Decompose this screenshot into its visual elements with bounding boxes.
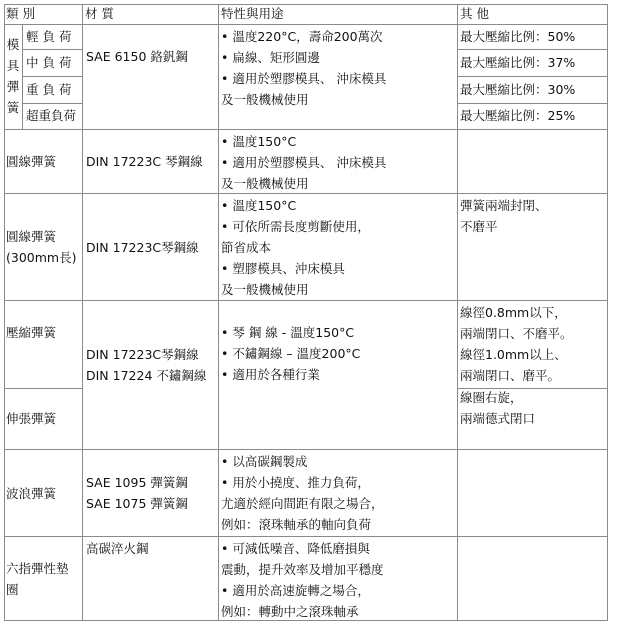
load-medium: 中 負 荷 [26,55,72,70]
material-line: SAE 1075 彈簧鋼 [86,496,188,511]
round-spring-material: DIN 17223C 琴鋼線 [86,154,203,169]
feature-item: • 塑膠模具、沖床模具 [221,258,370,279]
category-line: 圓線彈簧 [6,229,57,244]
feature-continuation: 及一般機械使用 [221,92,309,107]
round-spring-300-other [460,195,548,237]
compression-extension-features [221,322,360,385]
ratio-light: 最大壓縮比例：50% [460,29,576,44]
group-label-char: 模 [6,37,20,52]
mold-spring-material: SAE 6150 鉻釩鋼 [86,49,188,64]
grid-line [22,76,82,77]
grid-line [218,4,219,621]
feature-item: • 適用於各種行業 [221,364,360,385]
finger-washer-features [221,538,384,622]
grid-line [4,300,608,301]
round-spring-300-material: DIN 17223C琴鋼線 [86,240,199,255]
round-spring-300-category [6,226,76,268]
material-line: SAE 1095 彈簧鋼 [86,475,188,490]
grid-line [457,103,608,104]
ratio-medium: 最大壓縮比例：37% [460,55,576,70]
grid-line [4,129,608,130]
grid-line [4,388,83,389]
feature-item: • 可依所需長度剪斷使用， [221,216,370,237]
compression-spring-other [460,302,573,386]
ratio-heavy: 最大壓縮比例：30% [460,82,576,97]
feature-item: • 溫度220°C，壽命200萬次 [221,26,386,47]
wave-spring-material [86,472,188,514]
load-heavy: 重 負 荷 [26,82,72,97]
group-label-char: 彈 [6,79,20,94]
material-line: DIN 17223C琴鋼線 [86,347,199,362]
load-light: 輕 負 荷 [26,29,72,44]
grid-line [22,49,82,50]
material-line: DIN 17224 不鏽鋼線 [86,368,207,383]
mold-spring-features [221,26,386,110]
wave-spring-category: 波浪彈簧 [6,486,57,501]
feature-continuation: 尤適於經向間距有限之場合， [221,496,384,511]
grid-line [22,24,23,129]
other-line: 不磨平 [460,219,498,234]
grid-line [457,76,608,77]
feature-item: • 適用於高速旋轉之場合， [221,580,384,601]
feature-continuation: 節省成本 [221,240,272,255]
extension-spring-other [460,387,535,429]
round-spring-300-features [221,195,370,300]
load-extra-heavy: 超重負荷 [26,108,77,123]
finger-washer-material: 高碳淬火鋼 [86,541,149,556]
other-line: 兩端德式閉口 [460,411,536,426]
category-line: 圈 [6,582,19,597]
group-label-char: 具 [6,58,20,73]
other-line: 兩端閉口、磨平。 [460,368,561,383]
other-line: 兩端閉口、不磨平。 [460,326,573,341]
grid-line [607,4,608,621]
feature-item: • 以高碳鋼製成 [221,451,384,472]
wave-spring-features [221,451,384,535]
feature-item: • 用於小撓度、推力負荷， [221,472,384,493]
grid-line [457,49,608,50]
grid-line [4,449,608,450]
header-material: 材 質 [85,6,114,21]
feature-item: • 適用於塑膠模具、 沖床模具 [221,68,386,89]
category-line: 六指彈性墊 [6,561,69,576]
other-line: 彈簧兩端封閉、 [460,198,548,213]
grid-line [4,536,608,537]
grid-line [457,4,458,621]
finger-washer-category [6,558,69,600]
feature-item: • 可減低噪音、降低磨損與 [221,538,384,559]
ratio-extra-heavy: 最大壓縮比例：25% [460,108,576,123]
feature-continuation: 例如：滾珠軸承的軸向負荷 [221,517,372,532]
round-spring-features [221,131,386,194]
feature-item: • 扁線、矩形圓邊 [221,47,386,68]
feature-continuation: 震動，提升效率及增加平穩度 [221,562,384,577]
feature-item: • 適用於塑膠模具、 沖床模具 [221,152,386,173]
compression-spring-category: 壓縮彈簧 [6,325,57,340]
feature-item: • 溫度150°C [221,195,370,216]
feature-item: • 琴 鋼 線 - 溫度150°C [221,322,360,343]
feature-continuation: 及一般機械使用 [221,176,309,191]
compression-extension-material [86,344,206,386]
other-line: 線圈右旋， [460,390,523,405]
other-line: 線徑0.8mm以下， [460,305,567,320]
category-line: (300mm長) [6,250,77,265]
other-line: 線徑1.0mm以上、 [460,347,567,362]
round-spring-category: 圓線彈簧 [6,154,57,169]
feature-item: • 不鏽鋼線 – 溫度200°C [221,343,360,364]
header-features: 特性與用途 [221,6,284,21]
header-other: 其 他 [460,6,489,21]
grid-line [4,24,608,25]
grid-line [22,103,82,104]
group-label-char: 簧 [6,100,20,115]
feature-item: • 溫度150°C [221,131,386,152]
mold-spring-group-label [5,34,21,118]
header-category: 類 別 [6,6,35,21]
extension-spring-category: 伸張彈簧 [6,411,57,426]
feature-continuation: 及一般機械使用 [221,282,309,297]
feature-continuation: 例如：轉動中之滾珠軸承 [221,604,359,619]
grid-line [82,4,83,621]
